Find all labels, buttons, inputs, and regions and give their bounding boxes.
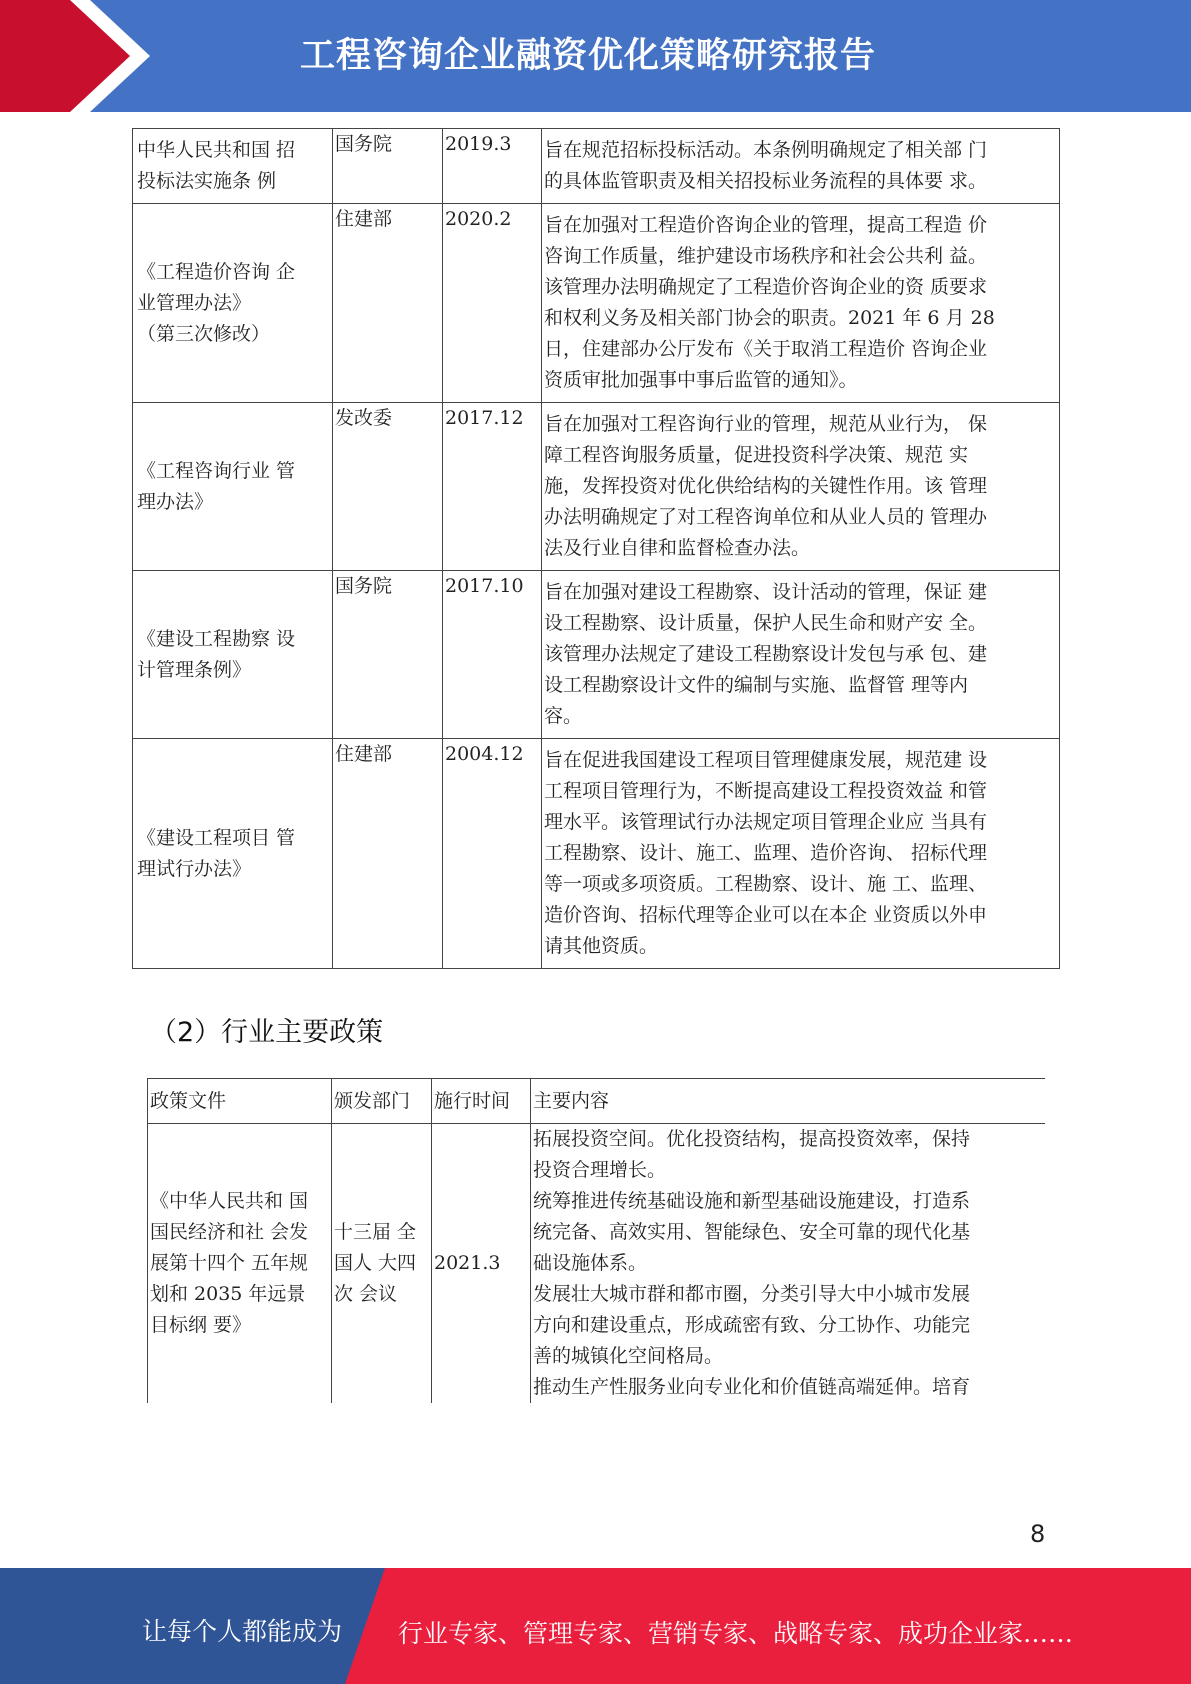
effective-date: 2017.10 xyxy=(443,571,542,739)
table-header-row xyxy=(148,1079,1045,1124)
regulation-content: 旨在加强对工程咨询行业的管理，规范从业行为， 保 障工程咨询服务质量，促进投资科学决策、规范 实 施，发挥投资对优化供给结构的关键性作用。该 管理 办法明确规定了对工程咨询单位和从业人员的 管理办 法及行业自律和监督检查办法。 xyxy=(542,403,1060,571)
policy-content: 拓展投资空间。优化投资结构，提高投资效率，保持 投资合理增长。 统筹推进传统基础设施和新型基础设施建设，打造系 统完备、高效实用、智能绿色、安全可靠的现代化基 础设施体系。 发展壮大城市群和都市圈，分类引导大中小城市发展 方向和建设重点，形成疏密有致、分工协作、功能完 善的城镇化空间格局。 推动生产性服务业向专业化和价值链高端延伸。培育 xyxy=(531,1124,1045,1404)
issuing-dept: 发改委 xyxy=(333,403,443,571)
regulation-content: 旨在加强对建设工程勘察、设计活动的管理，保证 建 设工程勘察、设计质量，保护人民生命和财产安 全。 该管理办法规定了建设工程勘察设计发包与承 包、建 设工程勘察设计文件的编制与实施、监督管 理等内 容。 xyxy=(542,571,1060,739)
column-header: 颁发部门 xyxy=(332,1079,432,1124)
effective-date: 2004.12 xyxy=(443,739,542,969)
page-header xyxy=(0,0,1191,112)
regulation-content: 旨在加强对工程造价咨询企业的管理，提高工程造 价 咨询工作质量，维护建设市场秩序和社会公共利 益。 该管理办法明确规定了工程造价咨询企业的资 质要求 和权利义务及相关部门协会的职责。2021 年 6 月 28 日，住建部办公厅发布《关于取消工程造价 咨询企业 资质审批加强事中事后监管的通知》。 xyxy=(542,204,1060,403)
table-row xyxy=(133,129,1060,204)
regulations-table xyxy=(132,128,1060,969)
column-header: 施行时间 xyxy=(432,1079,531,1124)
column-header: 政策文件 xyxy=(148,1079,332,1124)
header-red-chevron xyxy=(0,0,150,112)
regulation-name: 《工程造价咨询 企 业管理办法》 （第三次修改） xyxy=(133,204,333,403)
effective-date: 2017.12 xyxy=(443,403,542,571)
footer-slogan-tail: 行业专家、管理专家、营销专家、战略专家、成功企业家…… xyxy=(398,1619,1074,1648)
issuing-dept: 住建部 xyxy=(333,739,443,969)
effective-date: 2019.3 xyxy=(443,129,542,204)
column-header: 主要内容 xyxy=(531,1079,1045,1124)
table-row xyxy=(133,571,1060,739)
policies-table xyxy=(147,1078,1045,1403)
issuing-dept: 国务院 xyxy=(333,571,443,739)
effective-date: 2021.3 xyxy=(432,1124,531,1404)
regulation-name: 中华人民共和国 招 投标法实施条 例 xyxy=(133,129,333,204)
table-row xyxy=(133,403,1060,571)
table-row xyxy=(133,739,1060,969)
footer-slogan-lead: 让每个人都能成为 xyxy=(142,1617,343,1646)
table-row xyxy=(133,204,1060,403)
report-title: 工程咨询企业融资优化策略研究报告 xyxy=(300,36,877,76)
regulation-content: 旨在促进我国建设工程项目管理健康发展，规范建 设 工程项目管理行为，不断提高建设工程投资效益 和管 理水平。该管理试行办法规定项目管理企业应 当具有 工程勘察、设计、施工、监理、造价咨询、 招标代理 等一项或多项资质。工程勘察、设计、施 工、监理、 造价咨询、招标代理等企业可以在本企 业资质以外申 请其他资质。 xyxy=(542,739,1060,969)
page-footer xyxy=(0,1568,1191,1684)
regulation-content: 旨在规范招标投标活动。本条例明确规定了相关部 门 的具体监管职责及相关招投标业务流程的具体要 求。 xyxy=(542,129,1060,204)
issuing-dept: 住建部 xyxy=(333,204,443,403)
issuing-dept: 十三届 全 国人 大四 次 会议 xyxy=(332,1124,432,1404)
effective-date: 2020.2 xyxy=(443,204,542,403)
regulation-name: 《工程咨询行业 管 理办法》 xyxy=(133,403,333,571)
table-row xyxy=(148,1124,1045,1404)
page-number: 8 xyxy=(1030,1520,1046,1548)
policy-name: 《中华人民共和 国 国民经济和社 会发 展第十四个 五年规 划和 2035 年远景 目标纲 要》 xyxy=(148,1124,332,1404)
section-heading: （2）行业主要政策 xyxy=(150,1017,384,1048)
regulation-name: 《建设工程项目 管 理试行办法》 xyxy=(133,739,333,969)
regulation-name: 《建设工程勘察 设 计管理条例》 xyxy=(133,571,333,739)
issuing-dept: 国务院 xyxy=(333,129,443,204)
